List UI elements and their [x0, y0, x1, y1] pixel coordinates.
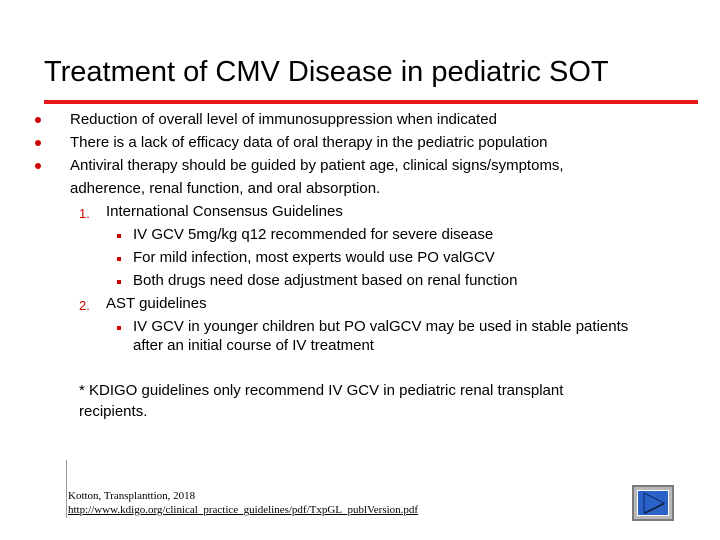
- list-number: 2.: [79, 298, 90, 313]
- sub-item: For mild infection, most experts would use PO valGCV: [133, 249, 495, 266]
- bullet-item-continuation: adherence, renal function, and oral absorption.: [70, 180, 381, 197]
- list-number: 1.: [79, 206, 90, 221]
- sub-item: IV GCV 5mg/kg q12 recommended for severe disease: [133, 226, 494, 243]
- bullet-item: Antiviral therapy should be guided by patient age, clinical signs/symptoms,: [70, 157, 564, 174]
- bullet-dot: [35, 140, 41, 146]
- guideline-label: AST guidelines: [106, 295, 207, 312]
- sub-bullet: [117, 234, 121, 238]
- play-triangle: [638, 491, 670, 517]
- sub-item: IV GCV in younger children but PO valGCV may be used in stable patients: [133, 318, 629, 335]
- slide-title: Treatment of CMV Disease in pediatric SOT: [44, 56, 609, 88]
- bullet-dot: [35, 117, 41, 123]
- reference-link[interactable]: http://www.kdigo.org/clinical_practice_guidelines/pdf/TxpGL_publVersion.pdf: [68, 504, 419, 516]
- citation: Kotton, Transplanttion, 2018: [68, 490, 196, 502]
- references: [66, 460, 426, 518]
- play-next-icon: [637, 490, 669, 516]
- kdigo-note: [79, 380, 679, 422]
- bullet-item: There is a lack of efficacy data of oral therapy in the pediatric population: [70, 134, 548, 151]
- guideline-label: International Consensus Guidelines: [106, 203, 343, 220]
- sub-bullet: [117, 280, 121, 284]
- next-slide-button[interactable]: [632, 485, 674, 521]
- sub-bullet: [117, 257, 121, 261]
- bullet-item: Reduction of overall level of immunosuppression when indicated: [70, 111, 497, 128]
- sub-bullet: [117, 326, 121, 330]
- sub-item: Both drugs need dose adjustment based on renal function: [133, 272, 518, 289]
- sub-item-continuation: after an initial course of IV treatment: [133, 337, 374, 354]
- title-underline: [44, 100, 698, 104]
- bullet-dot: [35, 163, 41, 169]
- note-line: recipients.: [79, 403, 148, 420]
- note-line: * KDIGO guidelines only recommend IV GCV in pediatric renal transplant: [79, 382, 564, 399]
